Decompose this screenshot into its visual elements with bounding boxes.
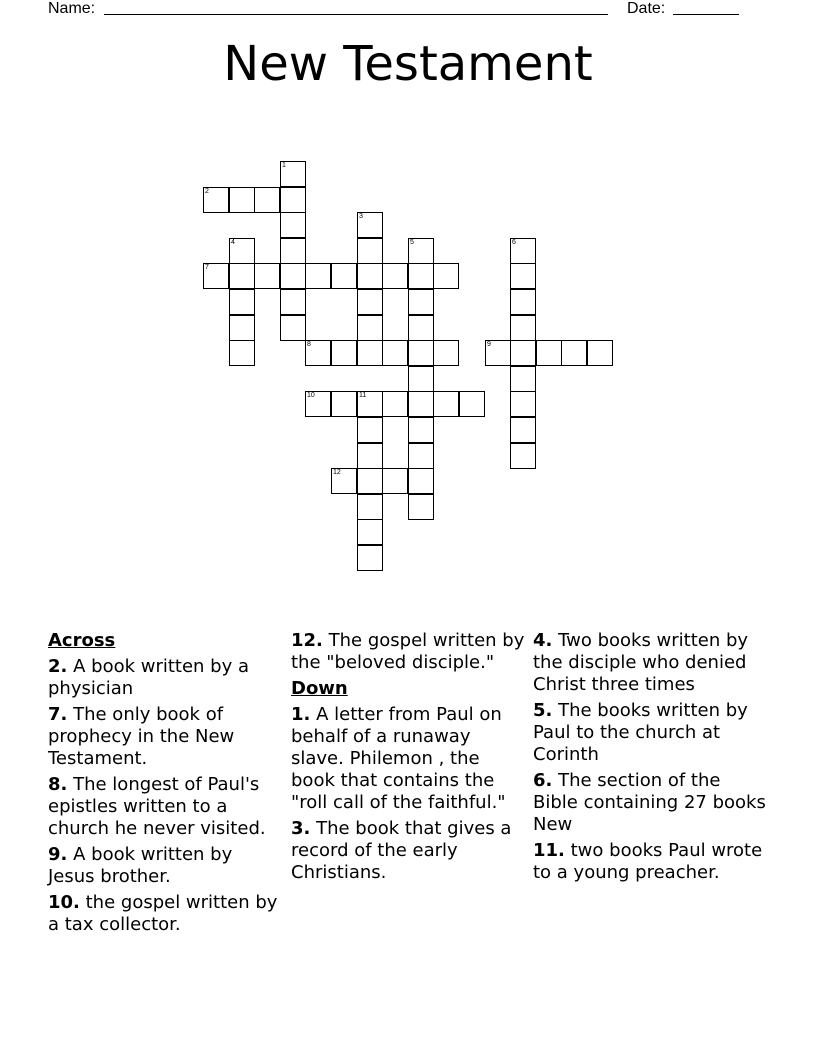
grid-cell[interactable] [408, 263, 434, 289]
clue-number: 10 [307, 392, 315, 399]
grid-cell[interactable] [510, 391, 536, 417]
grid-cell[interactable] [408, 391, 434, 417]
clue-across-7: 7. The only book of prophecy in the New Testament. [48, 704, 235, 769]
clue-across-12: 12. The gospel written by the "beloved disciple." [291, 630, 525, 673]
grid-cell[interactable] [357, 443, 383, 469]
grid-cell[interactable] [229, 315, 255, 341]
grid-cell[interactable] [382, 468, 408, 494]
grid-cell[interactable] [536, 340, 562, 366]
grid-cell[interactable] [305, 263, 331, 289]
grid-cell[interactable] [561, 340, 587, 366]
grid-cell[interactable] [254, 263, 280, 289]
grid-cell[interactable] [382, 391, 408, 417]
grid-cell[interactable] [203, 187, 229, 213]
clue-number: 2 [205, 188, 209, 195]
clue-number: 11 [359, 392, 367, 399]
clue-across-9: 9. A book written by Jesus brother. [48, 844, 233, 887]
grid-cell[interactable] [433, 391, 459, 417]
grid-cell[interactable] [357, 340, 383, 366]
grid-cell[interactable] [229, 340, 255, 366]
grid-cell[interactable] [305, 340, 331, 366]
clue-across-8: 8. The longest of Paul's epistles written to a church he never visited. [48, 774, 266, 839]
grid-cell[interactable] [510, 340, 536, 366]
grid-cell[interactable] [357, 289, 383, 315]
down-heading: Down [291, 678, 348, 699]
clue-number: 3 [359, 213, 363, 220]
grid-cell[interactable] [408, 238, 434, 264]
grid-cell[interactable] [254, 187, 280, 213]
grid-cell[interactable] [408, 366, 434, 392]
grid-cell[interactable] [280, 187, 306, 213]
grid-cell[interactable] [280, 238, 306, 264]
clue-number: 9 [487, 341, 491, 348]
grid-cell[interactable] [331, 468, 357, 494]
date-label: Date: [627, 0, 666, 17]
grid-cell[interactable] [357, 391, 383, 417]
grid-cell[interactable] [280, 263, 306, 289]
grid-cell[interactable] [229, 238, 255, 264]
grid-cell[interactable] [280, 161, 306, 187]
clues-column-1 [48, 630, 284, 940]
grid-cell[interactable] [408, 289, 434, 315]
grid-cell[interactable] [408, 417, 434, 443]
grid-cell[interactable] [357, 494, 383, 520]
name-label: Name: [48, 0, 96, 17]
grid-cell[interactable] [357, 417, 383, 443]
grid-cell[interactable] [408, 494, 434, 520]
grid-cell[interactable] [331, 340, 357, 366]
grid-cell[interactable] [510, 263, 536, 289]
grid-cell[interactable] [510, 315, 536, 341]
grid-cell[interactable] [459, 391, 485, 417]
clue-number: 12 [333, 469, 341, 476]
clues-column-3 [533, 630, 769, 888]
clue-down-4: 4. Two books written by the disciple who denied Christ three times [533, 630, 749, 695]
clue-down-6: 6. The section of the Bible containing 27 books New [533, 770, 766, 835]
grid-cell[interactable] [382, 263, 408, 289]
clue-down-3: 3. The book that gives a record of the early Christians. [291, 818, 512, 883]
clue-down-5: 5. The books written by Paul to the church at Corinth [533, 700, 748, 765]
grid-cell[interactable] [510, 443, 536, 469]
page-title: New Testament [223, 36, 593, 92]
grid-cell[interactable] [433, 340, 459, 366]
grid-cell[interactable] [408, 468, 434, 494]
grid-cell[interactable] [408, 315, 434, 341]
across-heading: Across [48, 630, 116, 651]
grid-cell[interactable] [229, 187, 255, 213]
clues-column-2 [291, 630, 527, 888]
grid-cell[interactable] [408, 443, 434, 469]
clue-across-2: 2. A book written by a physician [48, 656, 250, 699]
clue-number: 7 [205, 264, 209, 271]
grid-cell[interactable] [485, 340, 511, 366]
grid-cell[interactable] [331, 391, 357, 417]
clue-number: 1 [282, 162, 286, 169]
clue-number: 5 [410, 239, 414, 246]
clue-number: 8 [307, 341, 311, 348]
grid-cell[interactable] [203, 263, 229, 289]
grid-cell[interactable] [510, 238, 536, 264]
grid-cell[interactable] [229, 263, 255, 289]
grid-cell[interactable] [331, 263, 357, 289]
grid-cell[interactable] [357, 315, 383, 341]
grid-cell[interactable] [433, 263, 459, 289]
grid-cell[interactable] [229, 289, 255, 315]
grid-cell[interactable] [382, 340, 408, 366]
clue-down-11: 11. two books Paul wrote to a young preacher. [533, 840, 763, 883]
clue-number: 4 [231, 239, 235, 246]
grid-cell[interactable] [357, 238, 383, 264]
grid-cell[interactable] [357, 545, 383, 571]
grid-cell[interactable] [280, 289, 306, 315]
grid-cell[interactable] [408, 340, 434, 366]
grid-cell[interactable] [280, 212, 306, 238]
grid-cell[interactable] [587, 340, 613, 366]
clue-number: 6 [512, 239, 516, 246]
clue-across-10: 10. the gospel written by a tax collector. [48, 892, 278, 935]
grid-cell[interactable] [305, 391, 331, 417]
grid-cell[interactable] [357, 212, 383, 238]
grid-cell[interactable] [510, 366, 536, 392]
grid-cell[interactable] [357, 263, 383, 289]
grid-cell[interactable] [357, 468, 383, 494]
grid-cell[interactable] [357, 519, 383, 545]
grid-cell[interactable] [510, 417, 536, 443]
grid-cell[interactable] [510, 289, 536, 315]
clue-down-1: 1. A letter from Paul on behalf of a runaway slave. Philemon , the book that contains the "roll call of the faithful." [291, 704, 506, 813]
grid-cell[interactable] [280, 315, 306, 341]
